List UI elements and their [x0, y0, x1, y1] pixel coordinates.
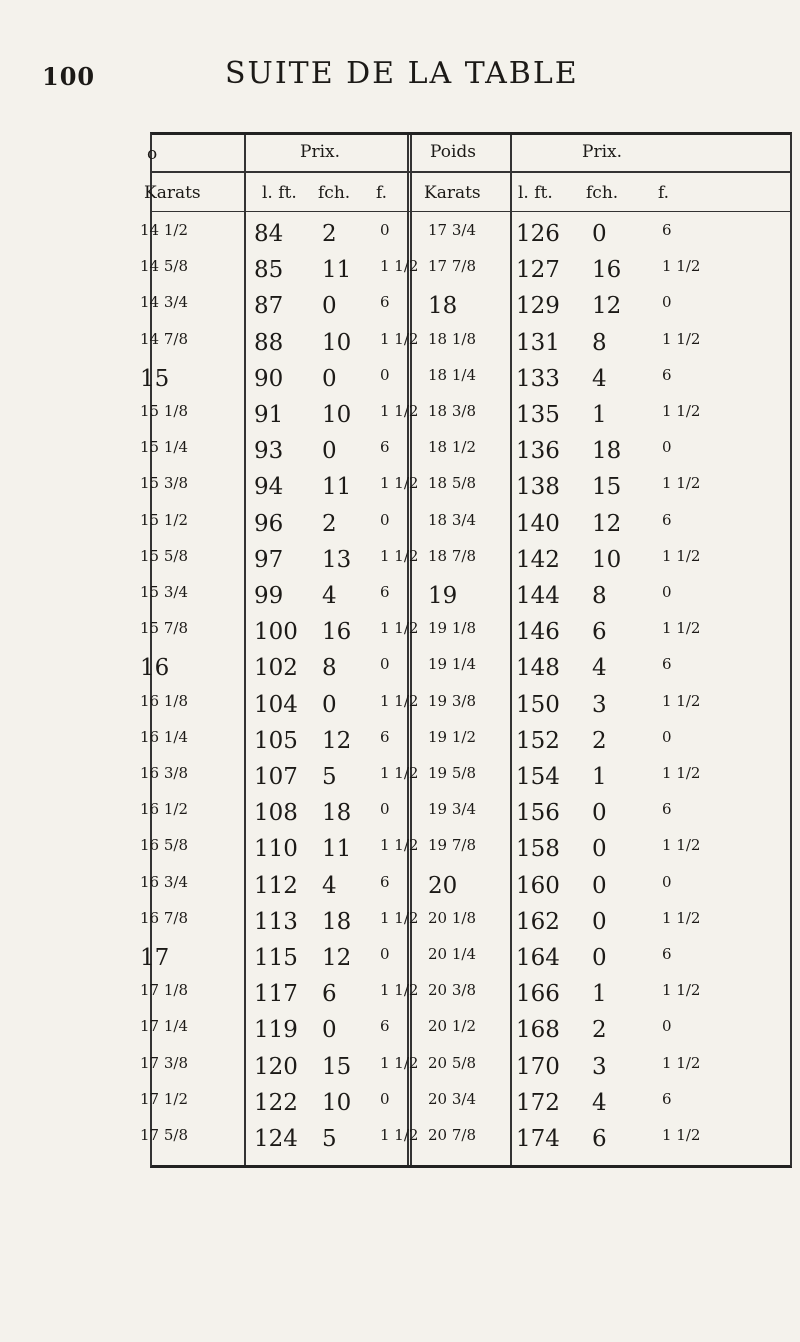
left-livres-cell: 102 [254, 655, 298, 682]
right-schellings-cell: 0 [592, 872, 607, 899]
left-schellings-cell: 12 [322, 945, 352, 971]
right-karats-cell: 20 3/4 [428, 1089, 476, 1108]
right-sous-cell: 6 [662, 800, 672, 819]
left-karats-cell: 15 1/4 [140, 438, 188, 457]
col-header-f-left: f. [376, 183, 388, 203]
left-sous-cell: 0 [380, 510, 390, 529]
right-livres-cell: 138 [516, 474, 560, 501]
left-livres-cell: 93 [254, 438, 284, 465]
right-livres-cell: 126 [516, 221, 560, 247]
left-sous-cell: 0 [380, 800, 390, 819]
right-livres-cell: 127 [516, 257, 560, 284]
left-schellings-cell: 10 [322, 1089, 352, 1116]
left-sous-cell: 6 [380, 727, 390, 746]
right-schellings-cell: 4 [592, 1089, 607, 1116]
right-livres-cell: 144 [516, 583, 560, 609]
right-karats-cell: 18 3/8 [428, 402, 476, 420]
right-sous-cell: 6 [662, 365, 672, 384]
column-divider [244, 135, 246, 1165]
left-sous-cell: 1 1/2 [380, 691, 419, 710]
right-livres-cell: 174 [516, 1126, 560, 1152]
right-livres-cell: 146 [516, 619, 560, 646]
left-sous-cell: 6 [380, 293, 390, 312]
col-header-karats-left: Karats [144, 183, 201, 203]
left-karats-cell: 15 3/8 [140, 474, 188, 493]
col-header-lst-right: l. ft. [518, 183, 553, 203]
left-livres-cell: 122 [254, 1089, 298, 1116]
left-karats-cell: 15 5/8 [140, 546, 188, 565]
left-karats-cell: 17 1/4 [140, 1017, 188, 1036]
right-sous-cell: 1 1/2 [662, 257, 701, 276]
right-livres-cell: 172 [516, 1089, 560, 1116]
left-schellings-cell: 4 [322, 872, 337, 899]
left-schellings-cell: 4 [322, 583, 337, 609]
left-schellings-cell: 11 [322, 474, 352, 501]
left-karats-cell: 15 1/8 [140, 402, 188, 420]
right-schellings-cell: 1 [592, 981, 607, 1008]
right-sous-cell: 6 [662, 1089, 672, 1108]
right-karats-cell: 17 3/4 [428, 221, 476, 239]
left-karats-cell: 14 7/8 [140, 329, 188, 348]
top-label-zero: o [147, 144, 158, 164]
right-sous-cell: 6 [662, 945, 672, 963]
left-livres-cell: 97 [254, 546, 284, 573]
right-livres-cell: 148 [516, 655, 560, 682]
top-label-poids: Poids [430, 142, 477, 162]
karat-price-table [140, 132, 792, 1168]
left-sous-cell: 1 1/2 [380, 1053, 419, 1072]
right-karats-cell: 19 1/8 [428, 619, 476, 638]
left-livres-cell: 88 [254, 329, 284, 356]
left-karats-cell: 16 [140, 655, 170, 682]
right-karats-cell: 20 1/2 [428, 1017, 476, 1036]
left-schellings-cell: 18 [322, 908, 352, 935]
left-karats-cell: 16 5/8 [140, 836, 188, 855]
col-header-sch-right: fch. [586, 183, 619, 203]
left-schellings-cell: 18 [322, 800, 352, 827]
right-karats-cell: 17 7/8 [428, 257, 476, 276]
left-livres-cell: 100 [254, 619, 298, 646]
right-sous-cell: 0 [662, 293, 672, 312]
left-livres-cell: 90 [254, 365, 284, 392]
running-title: SUITE DE LA TABLE [225, 56, 579, 91]
left-schellings-cell: 13 [322, 546, 352, 573]
right-sous-cell: 0 [662, 727, 672, 746]
left-schellings-cell: 10 [322, 329, 352, 356]
left-karats-cell: 17 [140, 945, 170, 971]
left-schellings-cell: 0 [322, 1017, 337, 1044]
left-sous-cell: 1 1/2 [380, 546, 419, 565]
col-header-lst-left: l. ft. [262, 183, 297, 203]
left-livres-cell: 96 [254, 510, 284, 537]
left-karats-cell: 14 5/8 [140, 257, 188, 276]
right-karats-cell: 18 [428, 293, 458, 320]
left-karats-cell: 14 1/2 [140, 221, 188, 239]
left-livres-cell: 99 [254, 583, 284, 609]
left-sous-cell: 0 [380, 945, 390, 963]
left-schellings-cell: 2 [322, 221, 337, 247]
left-sous-cell: 6 [380, 1017, 390, 1036]
left-karats-cell: 17 1/2 [140, 1089, 188, 1108]
left-schellings-cell: 8 [322, 655, 337, 682]
right-karats-cell: 19 1/4 [428, 655, 476, 674]
left-sous-cell: 1 1/2 [380, 1126, 419, 1144]
right-schellings-cell: 8 [592, 583, 607, 609]
left-karats-cell: 17 5/8 [140, 1126, 188, 1144]
header-rule [152, 211, 790, 212]
left-livres-cell: 84 [254, 221, 284, 247]
right-schellings-cell: 6 [592, 619, 607, 646]
right-livres-cell: 136 [516, 438, 560, 465]
right-sous-cell: 6 [662, 221, 672, 239]
header-rule [152, 171, 790, 173]
right-livres-cell: 158 [516, 836, 560, 863]
left-sous-cell: 1 1/2 [380, 402, 419, 420]
column-divider [407, 135, 409, 1165]
right-karats-cell: 18 1/8 [428, 329, 476, 348]
left-sous-cell: 0 [380, 221, 390, 239]
left-sous-cell: 0 [380, 1089, 390, 1108]
right-schellings-cell: 12 [592, 510, 622, 537]
left-karats-cell: 16 1/2 [140, 800, 188, 819]
right-livres-cell: 164 [516, 945, 560, 971]
right-sous-cell: 1 1/2 [662, 619, 701, 638]
left-karats-cell: 14 3/4 [140, 293, 188, 312]
top-label-prix-left: Prix. [300, 142, 340, 162]
right-karats-cell: 18 1/4 [428, 365, 476, 384]
right-livres-cell: 133 [516, 365, 560, 392]
right-sous-cell: 0 [662, 1017, 672, 1036]
left-livres-cell: 85 [254, 257, 284, 284]
left-livres-cell: 124 [254, 1126, 298, 1152]
right-schellings-cell: 2 [592, 727, 607, 754]
col-header-sch-left: fch. [318, 183, 351, 203]
left-sous-cell: 0 [380, 365, 390, 384]
right-schellings-cell: 0 [592, 945, 607, 971]
right-karats-cell: 19 7/8 [428, 836, 476, 855]
right-sous-cell: 6 [662, 510, 672, 529]
left-livres-cell: 105 [254, 727, 298, 754]
left-schellings-cell: 12 [322, 727, 352, 754]
left-sous-cell: 6 [380, 583, 390, 601]
left-schellings-cell: 15 [322, 1053, 352, 1080]
left-schellings-cell: 0 [322, 365, 337, 392]
left-livres-cell: 91 [254, 402, 284, 428]
left-karats-cell: 16 3/4 [140, 872, 188, 891]
right-karats-cell: 18 1/2 [428, 438, 476, 457]
right-schellings-cell: 0 [592, 221, 607, 247]
right-schellings-cell: 1 [592, 764, 607, 790]
right-karats-cell: 19 1/2 [428, 727, 476, 746]
right-sous-cell: 1 1/2 [662, 546, 701, 565]
right-livres-cell: 150 [516, 691, 560, 718]
right-schellings-cell: 6 [592, 1126, 607, 1152]
left-schellings-cell: 2 [322, 510, 337, 537]
left-livres-cell: 113 [254, 908, 298, 935]
right-sous-cell: 1 1/2 [662, 1053, 701, 1072]
left-karats-cell: 16 7/8 [140, 908, 188, 927]
left-livres-cell: 94 [254, 474, 284, 501]
left-sous-cell: 0 [380, 655, 390, 674]
right-livres-cell: 140 [516, 510, 560, 537]
left-schellings-cell: 10 [322, 402, 352, 428]
right-livres-cell: 152 [516, 727, 560, 754]
right-karats-cell: 18 7/8 [428, 546, 476, 565]
right-schellings-cell: 18 [592, 438, 622, 465]
left-schellings-cell: 5 [322, 764, 337, 790]
left-karats-cell: 15 1/2 [140, 510, 188, 529]
left-sous-cell: 1 1/2 [380, 764, 419, 782]
right-livres-cell: 156 [516, 800, 560, 827]
right-schellings-cell: 0 [592, 836, 607, 863]
left-karats-cell: 17 1/8 [140, 981, 188, 1000]
right-karats-cell: 20 3/8 [428, 981, 476, 1000]
left-sous-cell: 1 1/2 [380, 329, 419, 348]
right-livres-cell: 129 [516, 293, 560, 320]
left-schellings-cell: 0 [322, 691, 337, 718]
right-schellings-cell: 12 [592, 293, 622, 320]
right-karats-cell: 20 7/8 [428, 1126, 476, 1144]
right-sous-cell: 1 1/2 [662, 836, 701, 855]
right-schellings-cell: 4 [592, 365, 607, 392]
right-sous-cell: 1 1/2 [662, 691, 701, 710]
right-livres-cell: 142 [516, 546, 560, 573]
left-livres-cell: 119 [254, 1017, 298, 1044]
left-livres-cell: 87 [254, 293, 284, 320]
left-sous-cell: 1 1/2 [380, 836, 419, 855]
right-livres-cell: 135 [516, 402, 560, 428]
left-livres-cell: 117 [254, 981, 298, 1008]
right-schellings-cell: 0 [592, 908, 607, 935]
left-livres-cell: 115 [254, 945, 298, 971]
right-schellings-cell: 8 [592, 329, 607, 356]
left-sous-cell: 1 1/2 [380, 908, 419, 927]
right-sous-cell: 1 1/2 [662, 981, 701, 1000]
right-sous-cell: 0 [662, 438, 672, 457]
left-livres-cell: 120 [254, 1053, 298, 1080]
left-sous-cell: 1 1/2 [380, 257, 419, 276]
left-livres-cell: 112 [254, 872, 298, 899]
right-schellings-cell: 3 [592, 1053, 607, 1080]
left-schellings-cell: 5 [322, 1126, 337, 1152]
right-karats-cell: 20 5/8 [428, 1053, 476, 1072]
right-karats-cell: 18 5/8 [428, 474, 476, 493]
left-karats-cell: 16 1/8 [140, 691, 188, 710]
left-schellings-cell: 0 [322, 293, 337, 320]
col-header-karats-right: Karats [424, 183, 481, 203]
right-schellings-cell: 0 [592, 800, 607, 827]
right-livres-cell: 154 [516, 764, 560, 790]
left-karats-cell: 16 1/4 [140, 727, 188, 746]
right-karats-cell: 20 [428, 872, 458, 899]
left-livres-cell: 107 [254, 764, 298, 790]
left-sous-cell: 1 1/2 [380, 619, 419, 638]
right-sous-cell: 0 [662, 872, 672, 891]
right-livres-cell: 131 [516, 329, 560, 356]
left-karats-cell: 15 [140, 365, 170, 392]
right-karats-cell: 19 3/4 [428, 800, 476, 819]
right-sous-cell: 1 1/2 [662, 402, 701, 420]
left-sous-cell: 6 [380, 438, 390, 457]
left-karats-cell: 15 7/8 [140, 619, 188, 638]
left-livres-cell: 108 [254, 800, 298, 827]
left-schellings-cell: 6 [322, 981, 337, 1008]
top-label-prix-right: Prix. [582, 142, 622, 162]
right-sous-cell: 6 [662, 655, 672, 674]
left-livres-cell: 110 [254, 836, 298, 863]
right-livres-cell: 160 [516, 872, 560, 899]
right-sous-cell: 0 [662, 583, 672, 601]
left-karats-cell: 16 3/8 [140, 764, 188, 782]
right-schellings-cell: 4 [592, 655, 607, 682]
left-sous-cell: 1 1/2 [380, 981, 419, 1000]
right-karats-cell: 20 1/4 [428, 945, 476, 963]
left-karats-cell: 17 3/8 [140, 1053, 188, 1072]
right-livres-cell: 168 [516, 1017, 560, 1044]
right-schellings-cell: 3 [592, 691, 607, 718]
left-schellings-cell: 11 [322, 836, 352, 863]
right-karats-cell: 19 5/8 [428, 764, 476, 782]
left-sous-cell: 6 [380, 872, 390, 891]
right-schellings-cell: 10 [592, 546, 622, 573]
right-karats-cell: 19 [428, 583, 458, 609]
right-sous-cell: 1 1/2 [662, 908, 701, 927]
right-schellings-cell: 15 [592, 474, 622, 501]
column-divider [410, 135, 412, 1165]
left-schellings-cell: 0 [322, 438, 337, 465]
right-karats-cell: 18 3/4 [428, 510, 476, 529]
right-sous-cell: 1 1/2 [662, 474, 701, 493]
right-sous-cell: 1 1/2 [662, 764, 701, 782]
column-divider [510, 135, 512, 1165]
right-livres-cell: 170 [516, 1053, 560, 1080]
left-schellings-cell: 16 [322, 619, 352, 646]
right-schellings-cell: 2 [592, 1017, 607, 1044]
left-sous-cell: 1 1/2 [380, 474, 419, 493]
col-header-f-right: f. [658, 183, 670, 203]
page-header [0, 56, 800, 96]
right-sous-cell: 1 1/2 [662, 1126, 701, 1144]
left-karats-cell: 15 3/4 [140, 583, 188, 601]
right-livres-cell: 166 [516, 981, 560, 1008]
right-livres-cell: 162 [516, 908, 560, 935]
right-schellings-cell: 16 [592, 257, 622, 284]
left-livres-cell: 104 [254, 691, 298, 718]
page-number: 100 [42, 62, 96, 91]
left-schellings-cell: 11 [322, 257, 352, 284]
right-karats-cell: 20 1/8 [428, 908, 476, 927]
right-karats-cell: 19 3/8 [428, 691, 476, 710]
right-schellings-cell: 1 [592, 402, 607, 428]
right-sous-cell: 1 1/2 [662, 329, 701, 348]
